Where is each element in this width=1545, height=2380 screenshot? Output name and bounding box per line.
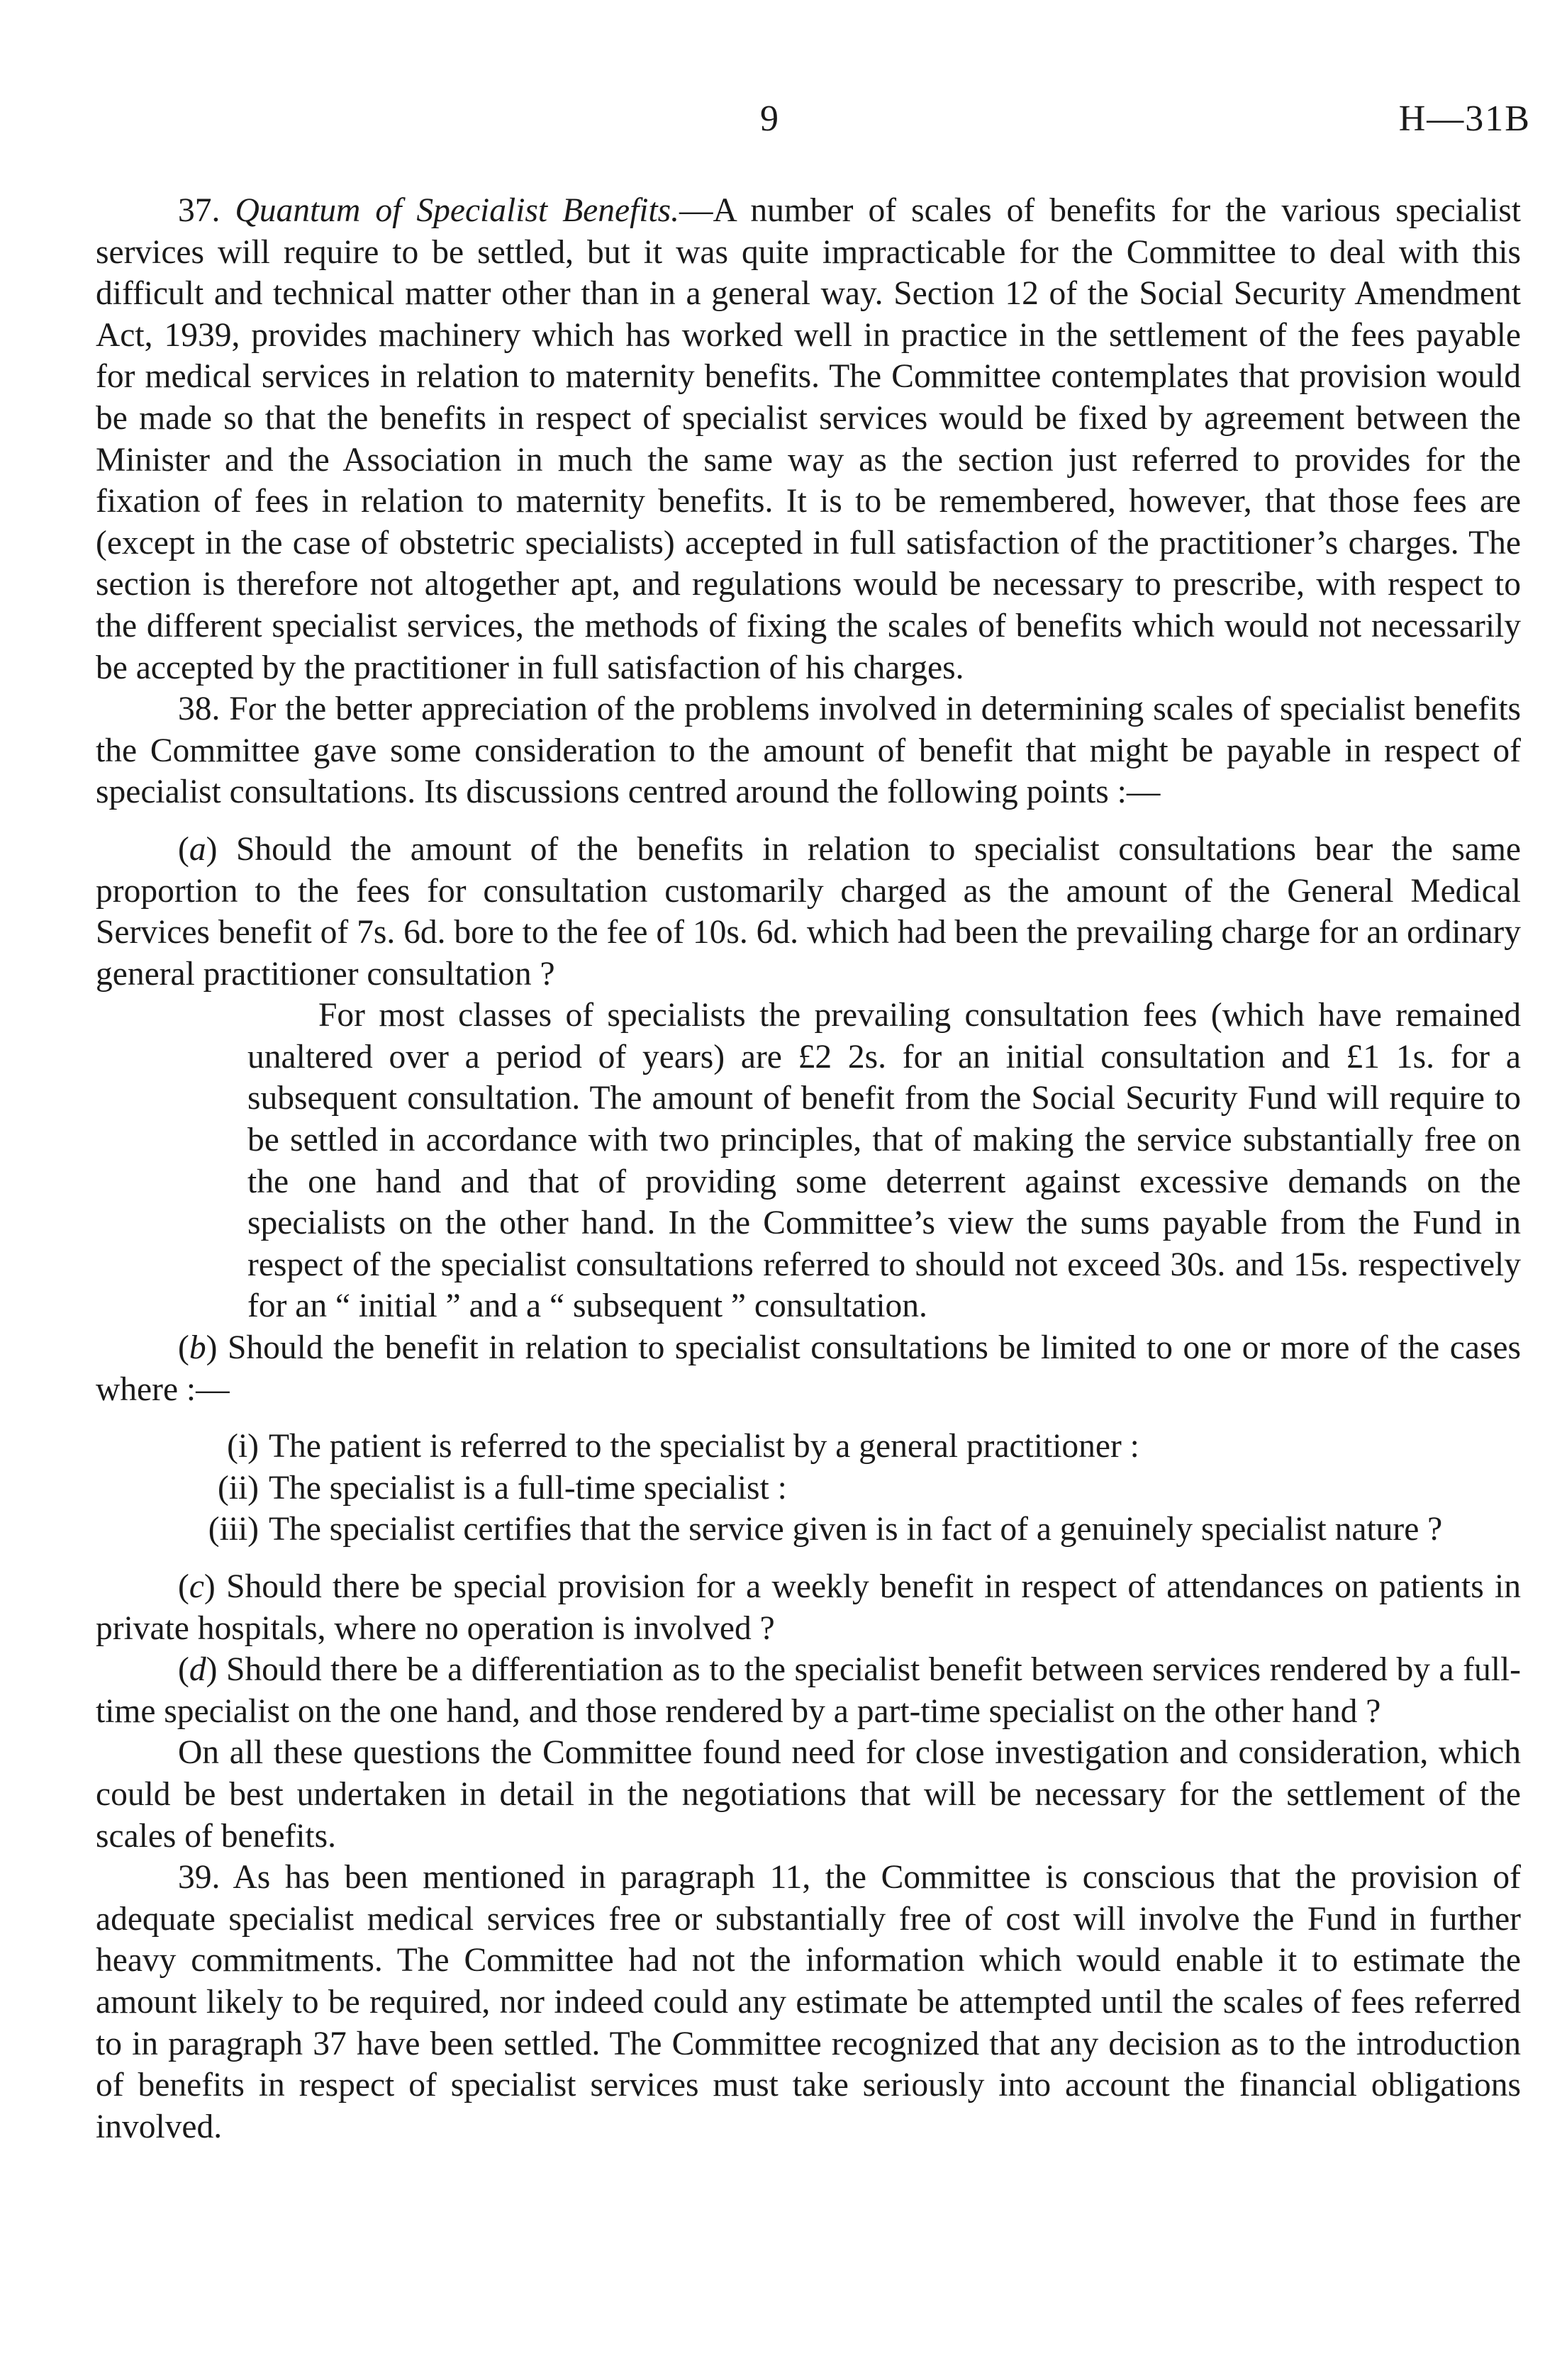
- question-c: (c) Should there be special provision for a weekly benefit in respect of attendances on patients in private hospitals, where no operation is involved ?: [96, 1568, 1521, 1647]
- list-item-text: The specialist certifies that the service given is in fact of a genuinely specialist nature ?: [269, 1511, 1443, 1548]
- page-number: 9: [760, 99, 779, 139]
- paragraph-text: As has been mentioned in paragraph 11, the Committee is conscious that the provision of adequate specialist medical services free or substantially free of cost will involve the Fund in further heavy commitments. The Committee had not the information which would enable it to estimate the amount likely to be required, nor indeed could any estimate be attempted until the scales of fees referred to in paragraph 37 have been settled. The Committee recognized that any decision as to the introduction of benefits in respect of specialist services must take seriously into account the financial obligations involved.: [96, 1859, 1521, 2145]
- question-text: Should the amount of the benefits in relation to specialist consultations bear the same proportion to the fees for consultation customarily charged as the amount of the General Medical Services benefit of 7s. 6d. bore to the fee of 10s. 6d. which had been the prevailing charge for an ordinary general practitioner consultation ?: [96, 830, 1521, 993]
- paragraph-39: [96, 1857, 1521, 2147]
- question-text: Should there be special provision for a weekly benefit in respect of attendances on patients in private hospitals, where no operation is involved ?: [96, 1568, 1521, 1647]
- paragraph-title: Quantum of Specialist Benefits.: [235, 192, 680, 229]
- paragraph-38: [96, 688, 1521, 813]
- list-item-number: (iii): [208, 1511, 259, 1548]
- list-item-number: (ii): [217, 1469, 259, 1507]
- list-item-number: (i): [227, 1428, 259, 1465]
- paragraph-number: 37.: [178, 192, 221, 229]
- paragraph-number: 38.: [178, 691, 221, 728]
- answer-a: For most classes of specialists the prevailing consultation fees (which have remained unaltered over a period of years) are £2 2s. for an initial consultation and £1 1s. for a subsequent consultation. The amount of benefit from the Social Security Fund will require to be settled in accordance with two principles, that of making the service substantially free on the one hand and that of providing some deterrent against excessive demands on the specialists on the other hand. In the Committee’s view the sums payable from the Fund in respect of the specialist consultations referred to should not exceed 30s. and 15s. respectively for an “ initial ” and a “ subsequent ” consultation.: [247, 997, 1521, 1325]
- list-item-text: The specialist is a full-time specialist :: [269, 1469, 787, 1507]
- list-item: [96, 1468, 1521, 1509]
- conclusion-38: On all these questions the Committee found need for close investigation and consideration, which could be best undertaken in detail in the negotiations that will be necessary for the settlement of the scales of benefits.: [96, 1734, 1521, 1855]
- roman-list: [96, 1426, 1521, 1551]
- question-label: b: [189, 1329, 206, 1367]
- question-b: (b) Should the benefit in relation to specialist consultations be limited to one or more of the cases where :—: [96, 1329, 1521, 1408]
- question-text: Should the benefit in relation to specialist consultations be limited to one or more of the cases where :—: [96, 1329, 1521, 1408]
- list-item-text: The patient is referred to the specialist by a general practitioner :: [269, 1428, 1139, 1465]
- paragraph-text: For the better appreciation of the problems involved in determining scales of specialist benefits the Committee gave some consideration to the amount of benefit that might be payable in respect of specialist consultations. Its discussions centred around the following points :—: [96, 691, 1522, 811]
- list-item: [96, 1509, 1521, 1551]
- question-label: a: [189, 830, 206, 868]
- paragraph-text: —A number of scales of benefits for the various specialist services will require to be settled, but it was quite impracticable for the Committee to deal with this difficult and technical matter other than in a general way. Section 12 of the Social Security Amendment Act, 1939, provides machinery which has worked well in practice in the settlement of the fees payable for medical services in relation to maternity benefits. The Committee contemplates that provision would be made so that the benefits in respect of specialist services would be fixed by agreement between the Minister and the Association in much the same way as the section just referred to provides for the fixation of fees in relation to maternity benefits. It is to be remembered, however, that those fees are (except in the case of obstetric specialists) accepted in full satisfaction of the practitioner’s charges. The section is therefore not altogether apt, and regulations would be necessary to prescribe, with respect to the different specialist services, the methods of fixing the scales of benefits which would not necessarily be accepted by the practitioner in full satisfaction of his charges.: [96, 192, 1522, 686]
- question-a: (a) Should the amount of the benefits in relation to specialist consultations bear the same proportion to the fees for consultation customarily charged as the amount of the General Medical Services benefit of 7s. 6d. bore to the fee of 10s. 6d. which had been the prevailing charge for an ordinary general practitioner consultation ?: [96, 830, 1521, 993]
- question-text: Should there be a differentiation as to the specialist benefit between services rendered by a full-time specialist on the one hand, and those rendered by a part-time specialist on the other hand ?: [96, 1651, 1521, 1730]
- question-label: d: [189, 1651, 206, 1689]
- paragraph-number: 39.: [178, 1859, 221, 1896]
- document-reference: H—31B: [1398, 99, 1531, 139]
- list-item: [96, 1426, 1521, 1468]
- question-d: (d) Should there be a differentiation as to the specialist benefit between services rendered by a full-time specialist on the one hand, and those rendered by a part-time specialist on the other hand ?: [96, 1651, 1521, 1730]
- document-body: [96, 190, 1521, 2147]
- paragraph-37: [96, 190, 1521, 688]
- question-label: c: [189, 1568, 204, 1605]
